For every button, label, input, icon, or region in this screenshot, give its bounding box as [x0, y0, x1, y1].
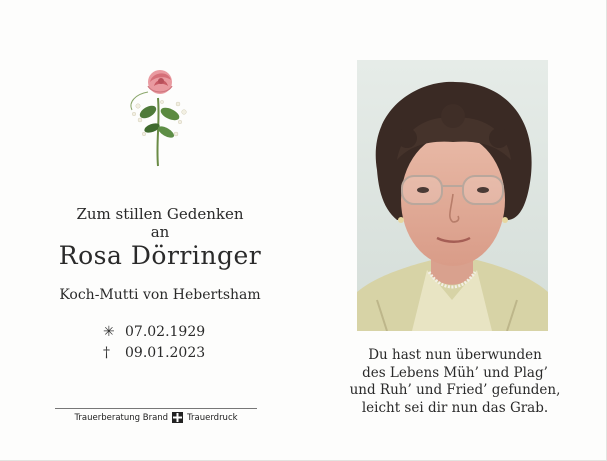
footer-divider: [55, 408, 257, 409]
poem-line-2: des Lebens Müh’ und Plag’: [362, 364, 548, 381]
death-cross-icon: †: [103, 345, 110, 361]
death-row: [103, 343, 205, 364]
birth-row: [103, 322, 205, 343]
memorial-poem: [340, 347, 570, 417]
poem-line-3: und Ruh’ und Fried’ gefunden,: [349, 382, 561, 398]
printer-credit: [55, 412, 257, 423]
rose-icon: [118, 62, 204, 170]
birth-star-icon: ✳: [103, 324, 115, 340]
heading-line-1: Zum stillen Gedenken: [76, 205, 244, 223]
cross-logo-icon: [172, 412, 183, 423]
memorial-heading: [60, 205, 260, 241]
heading-line-2: an: [150, 223, 170, 241]
poem-line-1: Du hast nun überwunden: [368, 347, 542, 363]
deceased-subtitle: Koch-Mutti von Hebertsham: [59, 287, 261, 303]
portrait-photo: [357, 60, 548, 331]
deceased-name: Rosa Dörringer: [58, 241, 262, 270]
footer-right-text: Trauerdruck: [187, 412, 238, 423]
poem-line-4: leicht sei dir nun das Grab.: [361, 399, 549, 416]
birth-date: 07.02.1929: [125, 324, 206, 340]
life-dates: [103, 322, 205, 364]
footer-left-text: Trauerberatung Brand: [74, 412, 169, 423]
death-date: 09.01.2023: [125, 345, 206, 361]
